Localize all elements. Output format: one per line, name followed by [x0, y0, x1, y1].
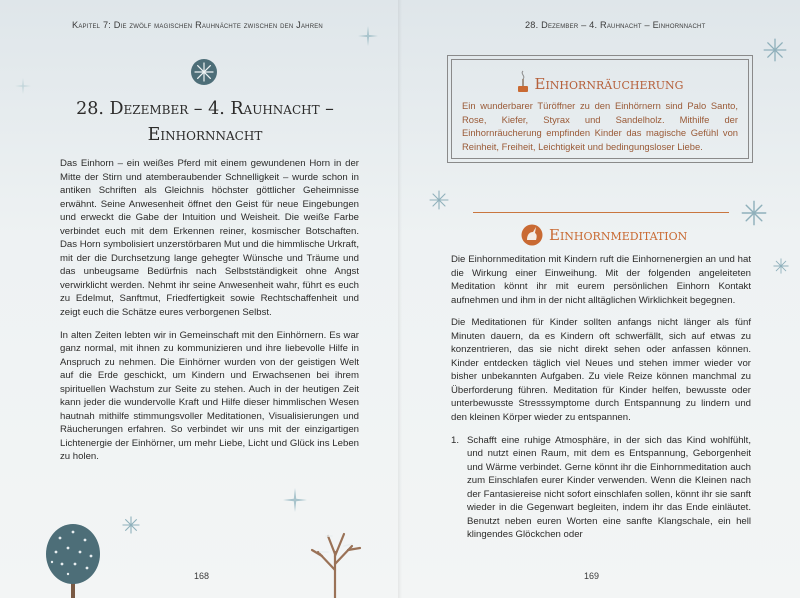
snowflake-icon — [773, 258, 789, 274]
left-body — [60, 157, 359, 473]
chapter-title-line2: Einhornnacht — [147, 125, 263, 145]
right-running-head: 28. Dezember – 4. Rauhnacht – Einhornnacht — [525, 20, 706, 30]
incense-info-box-inner — [451, 59, 749, 159]
section-heading — [521, 224, 687, 246]
snowflake-icon — [741, 200, 767, 226]
section-divider — [473, 212, 729, 213]
section-title: Einhornmeditation — [549, 226, 688, 244]
bare-tree-illustration — [300, 522, 370, 598]
sparkle-icon — [15, 78, 31, 94]
snowflake-badge-icon — [190, 58, 218, 86]
left-page-number: 168 — [194, 571, 210, 581]
snowflake-icon — [429, 190, 449, 210]
snowy-tree-illustration — [38, 520, 108, 598]
incense-box-text: Ein wunderbarer Türöffner zu den Einhörnern sind Palo Santo, Rose, Kiefer, Styrax und Sandelholz. Mithilfe der Einhornräucherung empfinden Kinder das magische Gefühl von Reinheit, Freiheit, Leichtigkeit und bedingungsloser Liebe. — [462, 100, 738, 152]
chapter-title — [60, 96, 350, 148]
incense-box-title: Einhornräucherung — [534, 75, 684, 93]
list-item-number: 1. — [451, 434, 460, 446]
incense-icon — [517, 69, 529, 93]
incense-box-header — [462, 65, 738, 93]
snowflake-icon — [763, 38, 787, 62]
right-page — [401, 0, 800, 598]
sparkle-icon — [283, 488, 307, 512]
paragraph: In alten Zeiten lebten wir in Gemeinschaft mit den Einhörnern. Es war ganz normal, mit ihnen zu kommunizieren und ihre liebevolle Hilfe in Anspruch zu nehmen. Die Einhörner wurden von der geistigen Welt auf die Erde geschickt, um Kindern und Erwachsenen bei ihrem spirituellen Wachstum zur Seite zu stehen. Auch in der heutigen Zeit kann jeder die wundervolle Kraft und Hilfe dieser himmlischen Wesen hautnah mithilfe stimmungsvoller Meditationen, Visualisierungen und Räucherungen erfahren. So verbindet wir uns mit der einzigartigen Lichtenergie der Einhörner, um mehr Liebe, Licht und Glück ins Leben zu holen. — [60, 329, 359, 463]
chapter-title-line1: 28. Dezember – 4. Rauhnacht – — [76, 99, 334, 119]
list-item-text: Schafft eine ruhige Atmosphäre, in der sich das Kind wohlfühlt, und nutzt einen Raum, mit dem es Entspannung, Geborgenheit und Wärme verbindet. Gerne könnt ihr die Einhornmeditation auch zum Einschlafen eurer Kinder verwenden. Wenn die Kleinen nach der Fantasiereise nicht sofort einschlafen sollen, könnt ihr sie sanft wieder in die Gegenwart begleiten, indem ihr das Ende einläutet. Benutzt neben euren Worten eine sanfte Klangschale, ein hell klingendes Glöckchen oder — [467, 434, 751, 541]
unicorn-badge-icon — [521, 224, 543, 246]
list-item — [451, 434, 751, 542]
right-page-number: 169 — [584, 571, 600, 581]
incense-info-box — [447, 55, 753, 163]
paragraph: Das Einhorn – ein weißes Pferd mit einem gewundenen Horn in der Mitte der Stirn und atemberaubender Schnelligkeit – wurde schon in antiken Schriften als Gleichnis höchster göttlicher Geheimnisse erwähnt. Seine Anwesenheit öffnet den Geist für neue Eingebungen und erweckt die Gabe der Intuition und Weisheit. Die weiße Farbe verbindet euch mit dem Erkennen reiner, kosmischer Botschaften. Das Horn symbolisiert unzerstörbaren Mut und die himmlische Urkraft, mit der die Durchsetzung lange gehegter Wünsche und Träume und das unbeugsame Bedürfnis nach Selbstständigkeit ohne Angst verwirklicht werden. Nehmt ihr seine Anwesenheit wahr, führt es euch zu Edelmut, Sanftmut, Friedfertigkeit sowie Rechtschaffenheit und zeigt euch die Schätze eures verborgenen Selbst. — [60, 158, 359, 319]
paragraph: Die Meditationen für Kinder sollten anfangs nicht länger als fünf Minuten dauern, da es Kindern oft schwerfällt, sich auf etwas zu konzentrieren, das sie nicht direkt sehen oder anfassen können. Kinder entdecken täglich viel Neues und stehen immer wieder vor bisher unbekannten Aufgaben. Zu viele Reize können manchmal zu Überforderung führen. Meditation für Kinder helfen, bewusste oder unterbewusste Stresssymptome durch Entspannung zu lindern und den kleinen Körper wieder zu entspannen. — [451, 317, 751, 424]
right-body — [451, 253, 751, 542]
left-running-head: Kapitel 7: Die zwölf magischen Rauhnächte zwischen den Jahren — [72, 20, 323, 30]
paragraph: Die Einhornmeditation mit Kindern ruft die Einhornenergien an und hat die Wirkung einer Einweihung. Mit der folgenden angeleiteten Meditation könnt ihr mit eurem persönlichen Einhorn Kontakt aufnehmen und ihm in der nicht alltäglichen Wirklichkeit begegnen. — [451, 254, 751, 306]
left-page — [0, 0, 399, 598]
snowflake-icon — [122, 516, 140, 534]
sparkle-icon — [358, 26, 378, 46]
